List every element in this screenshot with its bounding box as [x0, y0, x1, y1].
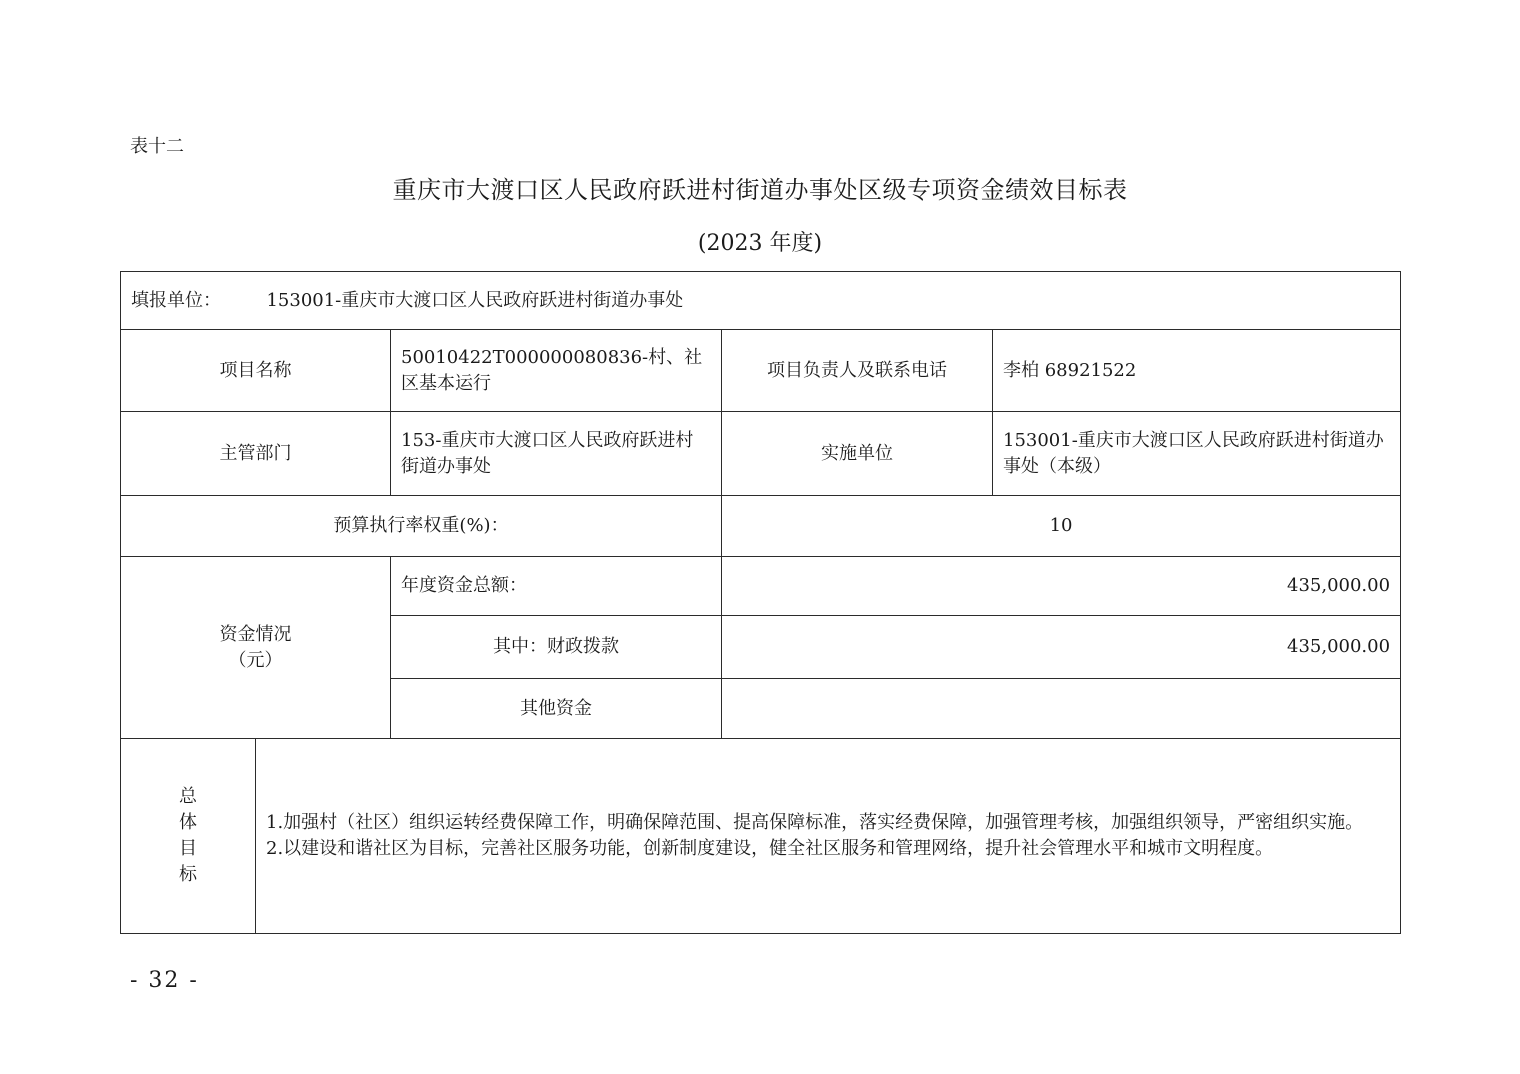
funds-label-line1: 资金情况	[219, 623, 292, 645]
table-row	[121, 272, 1401, 330]
overall-goal-content	[256, 739, 1401, 934]
table-row	[121, 496, 1401, 557]
goal-char: 总	[179, 786, 197, 807]
contact-label: 项目负责人及联系电话	[722, 330, 993, 412]
reporting-unit-cell	[121, 272, 1401, 330]
project-name-label: 项目名称	[121, 330, 391, 412]
impl-unit-value: 153001-重庆市大渡口区人民政府跃进村街道办事处（本级）	[993, 412, 1401, 496]
fiscal-label: 其中：财政拨款	[391, 616, 722, 679]
table-label: 表十二	[130, 136, 184, 157]
contact-value: 李柏 68921522	[993, 330, 1401, 412]
performance-goal-table	[120, 271, 1401, 934]
goal-char: 标	[179, 864, 197, 885]
goal-char: 体	[179, 812, 197, 833]
goal-line-2: 2.以建设和谐社区为目标，完善社区服务功能，创新制度建设，健全社区服务和管理网络，提升社会管理水平和城市文明程度。	[266, 838, 1274, 859]
funds-label	[121, 557, 391, 739]
reporting-unit-label: 填报单位：	[131, 289, 221, 311]
dept-label: 主管部门	[121, 412, 391, 496]
table-row	[121, 412, 1401, 496]
annual-total-label: 年度资金总额：	[391, 557, 722, 616]
table-row	[121, 739, 1401, 934]
goal-char: 目	[179, 838, 197, 859]
page-title: 重庆市大渡口区人民政府跃进村街道办事处区级专项资金绩效目标表	[392, 176, 1128, 204]
page-subtitle: (2023 年度)	[697, 231, 823, 256]
fiscal-value: 435,000.00	[722, 616, 1401, 679]
impl-unit-label: 实施单位	[722, 412, 993, 496]
other-funds-value	[722, 679, 1401, 739]
budget-weight-value: 10	[722, 496, 1401, 557]
page-number: - 32 -	[130, 968, 199, 993]
table-row	[121, 557, 1401, 616]
budget-weight-label: 预算执行率权重(%)：	[121, 496, 722, 557]
overall-goal-label	[121, 739, 256, 934]
annual-total-value: 435,000.00	[722, 557, 1401, 616]
dept-value: 153-重庆市大渡口区人民政府跃进村街道办事处	[391, 412, 722, 496]
goal-line-1: 1.加强村（社区）组织运转经费保障工作，明确保障范围、提高保障标准，落实经费保障，加强管理考核，加强组织领导，严密组织实施。	[266, 812, 1364, 833]
funds-label-line2: （元）	[228, 649, 283, 671]
table-row	[121, 330, 1401, 412]
reporting-unit-value: 153001-重庆市大渡口区人民政府跃进村街道办事处	[266, 289, 684, 311]
other-funds-label: 其他资金	[391, 679, 722, 739]
project-name-value: 50010422T000000080836-村、社区基本运行	[391, 330, 722, 412]
